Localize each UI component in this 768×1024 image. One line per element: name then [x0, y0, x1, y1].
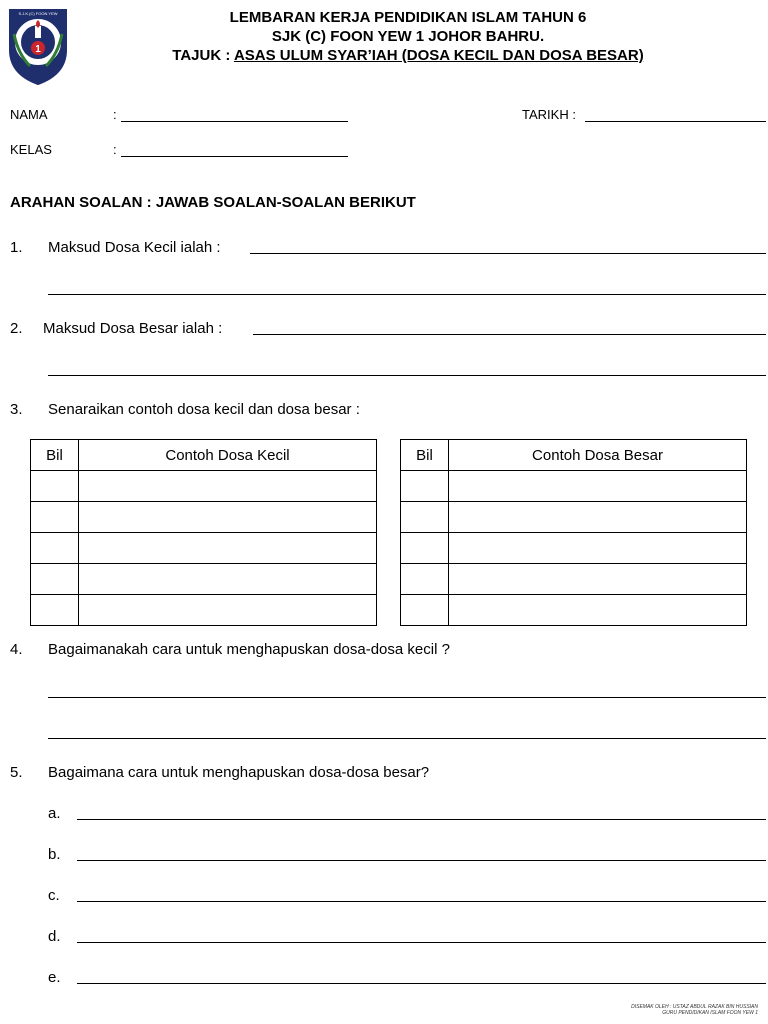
table-cell[interactable] [31, 533, 79, 564]
q4-answer-line-1[interactable] [48, 697, 766, 698]
footer-note [631, 1004, 758, 1016]
q2-text: Maksud Dosa Besar ialah : [43, 320, 223, 337]
table-row [31, 533, 377, 564]
q1-number: 1. [10, 239, 23, 256]
footer-reviewer: DISEMAK OLEH : USTAZ ABDUL RAZAK BIN HUSSIAN [631, 1004, 758, 1010]
table-cell[interactable] [401, 595, 449, 626]
q5-item-e-label: e. [48, 969, 61, 986]
q4-answer-line-2[interactable] [48, 738, 766, 739]
table-cell[interactable] [401, 533, 449, 564]
q5-item-d-label: d. [48, 928, 61, 945]
table-row [31, 502, 377, 533]
table-cell[interactable] [79, 471, 377, 502]
table-cell[interactable] [449, 595, 747, 626]
table-row [401, 564, 747, 595]
q4-number: 4. [10, 641, 23, 658]
kelas-label: KELAS [10, 142, 52, 157]
instruction-heading: ARAHAN SOALAN : JAWAB SOALAN-SOALAN BERIKUT [10, 194, 416, 211]
q2-answer-line-1[interactable] [253, 334, 766, 335]
q5-answer-line-e[interactable] [77, 983, 766, 984]
school-name: SJK (C) FOON YEW 1 JOHOR BAHRU. [271, 28, 545, 45]
table-cell[interactable] [31, 595, 79, 626]
topic-line [48, 47, 768, 64]
logo-number: 1 [35, 44, 41, 55]
table-row [31, 595, 377, 626]
table-besar-header-contoh: Contoh Dosa Besar [449, 440, 747, 471]
table-row [401, 471, 747, 502]
footer-teacher: GURU PENDIDIKAN ISLAM FOON YEW 1 [662, 1010, 758, 1016]
q5-answer-line-b[interactable] [77, 860, 766, 861]
q3-number: 3. [10, 401, 23, 418]
topic-prefix: TAJUK : [172, 47, 234, 64]
table-row [31, 564, 377, 595]
table-kecil-header-bil: Bil [31, 440, 79, 471]
nama-field[interactable] [121, 121, 348, 122]
q1-text: Maksud Dosa Kecil ialah : [48, 239, 221, 256]
table-cell[interactable] [79, 564, 377, 595]
table-cell[interactable] [449, 533, 747, 564]
topic-title: ASAS ULUM SYAR’IAH (DOSA KECIL DAN DOSA BESAR) [233, 47, 644, 64]
table-cell[interactable] [79, 533, 377, 564]
table-row [31, 471, 377, 502]
q5-item-b-label: b. [48, 846, 61, 863]
logo-ring-text: S.J.K.(C) FOON YEW [18, 11, 58, 16]
kelas-colon: : [113, 142, 117, 157]
table-row [401, 595, 747, 626]
worksheet-title: LEMBARAN KERJA PENDIDIKAN ISLAM TAHUN 6 [229, 9, 587, 26]
q5-text: Bagaimana cara untuk menghapuskan dosa-dosa besar? [48, 764, 430, 781]
table-cell[interactable] [401, 471, 449, 502]
q1-answer-line-2[interactable] [48, 294, 766, 295]
q3-text: Senaraikan contoh dosa kecil dan dosa besar : [48, 401, 360, 418]
q5-answer-line-a[interactable] [77, 819, 766, 820]
table-cell[interactable] [79, 595, 377, 626]
table-kecil-header-contoh: Contoh Dosa Kecil [79, 440, 377, 471]
q2-number: 2. [10, 320, 23, 337]
table-cell[interactable] [31, 564, 79, 595]
q4-text: Bagaimanakah cara untuk menghapuskan dosa-dosa kecil ? [48, 641, 450, 658]
table-dosa-besar [400, 439, 747, 626]
table-cell[interactable] [79, 502, 377, 533]
table-cell[interactable] [449, 564, 747, 595]
table-cell[interactable] [449, 471, 747, 502]
table-row [401, 533, 747, 564]
kelas-field[interactable] [121, 156, 348, 157]
nama-label: NAMA [10, 107, 48, 122]
q5-item-a-label: a. [48, 805, 61, 822]
table-cell[interactable] [31, 502, 79, 533]
q1-answer-line-1[interactable] [250, 253, 766, 254]
table-dosa-kecil [30, 439, 377, 626]
table-cell[interactable] [31, 471, 79, 502]
table-row [401, 502, 747, 533]
nama-colon: : [113, 107, 117, 122]
q5-item-c-label: c. [48, 887, 60, 904]
q2-answer-line-2[interactable] [48, 375, 766, 376]
q5-answer-line-d[interactable] [77, 942, 766, 943]
q5-number: 5. [10, 764, 23, 781]
tarikh-field[interactable] [585, 121, 766, 122]
table-cell[interactable] [449, 502, 747, 533]
tarikh-label: TARIKH : [522, 107, 576, 122]
table-cell[interactable] [401, 564, 449, 595]
q5-answer-line-c[interactable] [77, 901, 766, 902]
table-cell[interactable] [401, 502, 449, 533]
table-besar-header-bil: Bil [401, 440, 449, 471]
